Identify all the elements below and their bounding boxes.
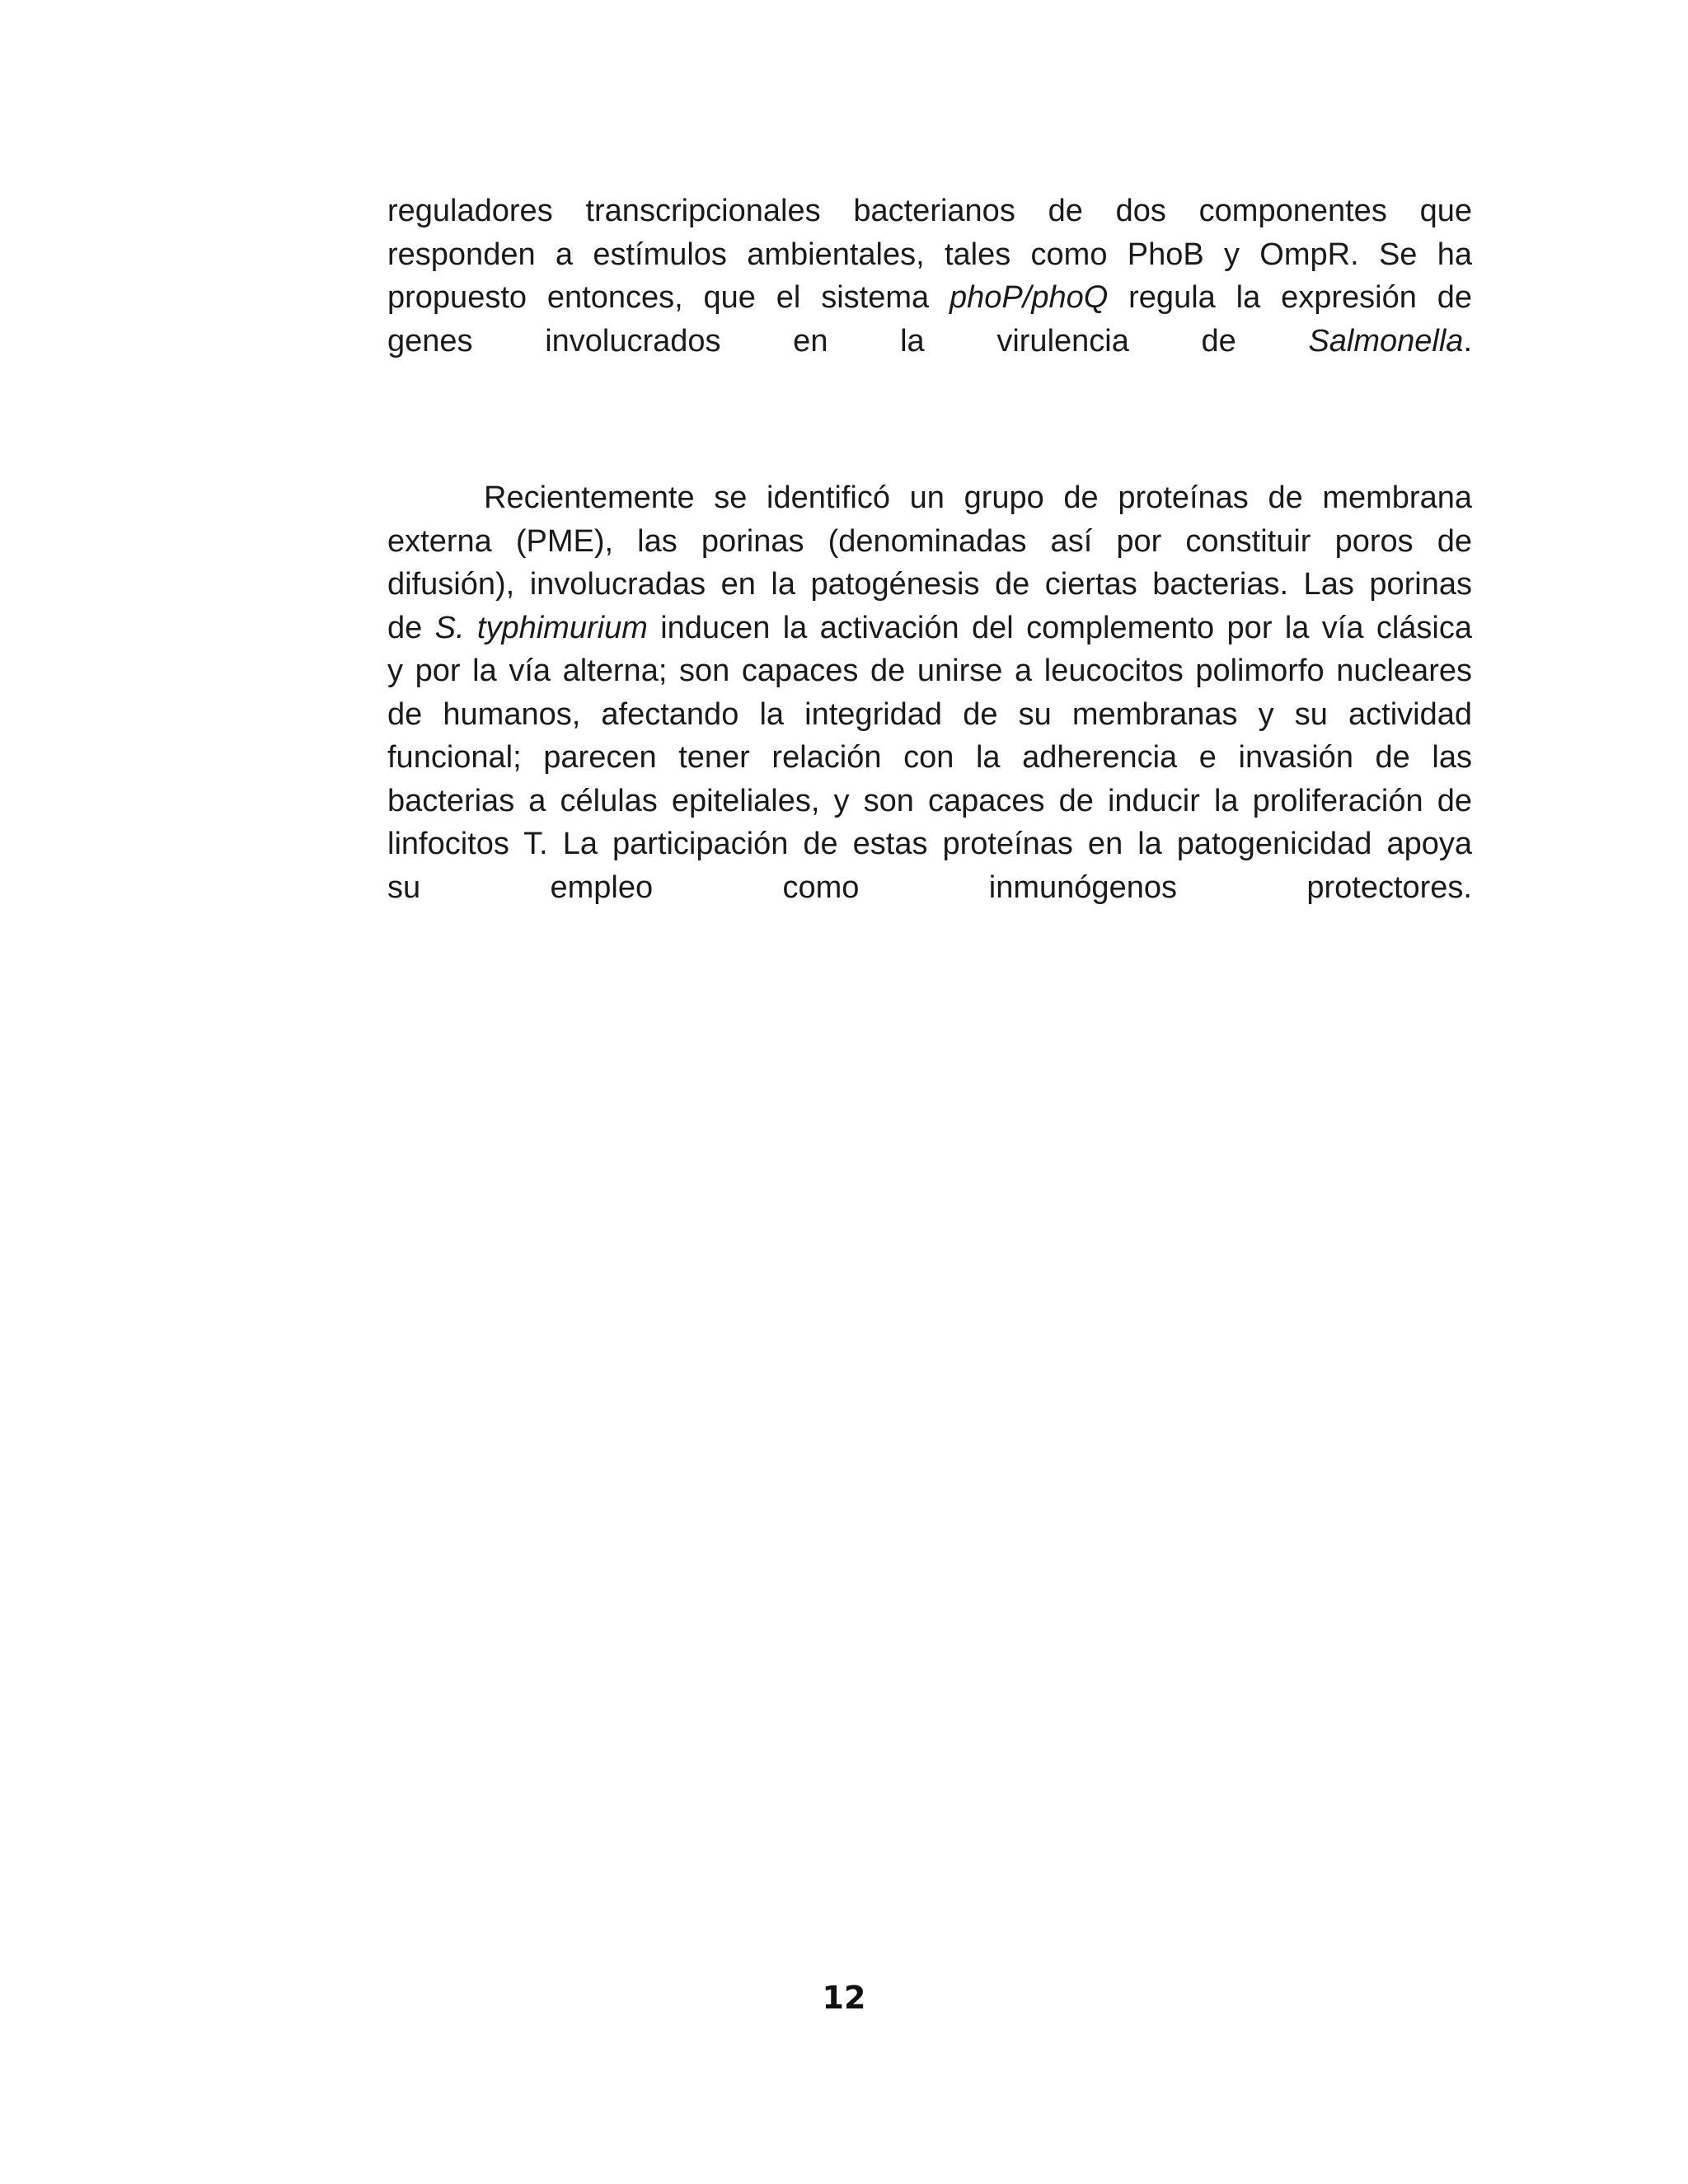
text-segment: reguladores transcripcionales bacterianos de dos componentes que [387, 194, 1472, 228]
text-segment: externa (PME), las porinas (denominadas así por constituir poros de [387, 523, 1472, 559]
text-line [387, 520, 1472, 564]
text-segment: linfocitos T. La participación de estas proteínas en la patogenicidad apoya [387, 827, 1472, 861]
text-line [387, 320, 1472, 363]
text-segment: su empleo como inmunógenos protectores. [387, 869, 1472, 905]
text-segment: inducen la activación del complemento por la vía clásica [647, 610, 1472, 645]
text-segment: funcional; parecen tener relación con la adherencia e invasión de las [387, 740, 1472, 775]
paragraph-2 [387, 476, 1472, 909]
text-segment: Recientemente se identificó un grupo de proteínas de membrana [484, 480, 1472, 515]
italic-term: Salmonella [1308, 323, 1464, 359]
text-line [387, 476, 1472, 520]
text-segment: . [1463, 323, 1472, 359]
text-segment: de humanos, afectando la integridad de su membranas y su actividad [387, 696, 1472, 732]
text-line [387, 276, 1472, 320]
text-line [387, 866, 1472, 910]
paragraph-1 [387, 190, 1472, 363]
text-segment: difusión), involucradas en la patogénesis de ciertas bacterias. Las porinas [387, 567, 1472, 602]
text-line [387, 780, 1472, 823]
text-line [387, 607, 1472, 650]
text-line [387, 736, 1472, 780]
text-line [387, 190, 1472, 233]
text-segment: genes involucrados en la virulencia de [387, 323, 1309, 359]
text-segment: responden a estímulos ambientales, tales como PhoB y OmpR. Se ha [387, 237, 1472, 272]
text-line [387, 233, 1472, 277]
text-segment: bacterias a células epiteliales, y son capaces de inducir la proliferación de [387, 783, 1472, 818]
text-segment: regula la expresión de [1108, 280, 1472, 315]
text-line [387, 693, 1472, 737]
text-line [387, 649, 1472, 693]
text-segment: propuesto entonces, que el sistema [387, 280, 950, 315]
page-number: 12 [822, 1980, 866, 2016]
italic-term: phoP/phoQ [950, 280, 1109, 315]
text-segment: y por la vía alterna; son capaces de unirse a leucocitos polimorfo nucleares [387, 654, 1472, 688]
text-line [387, 563, 1472, 607]
text-segment: de [387, 610, 435, 645]
italic-term: S. typhimurium [434, 610, 648, 645]
text-line [387, 823, 1472, 866]
